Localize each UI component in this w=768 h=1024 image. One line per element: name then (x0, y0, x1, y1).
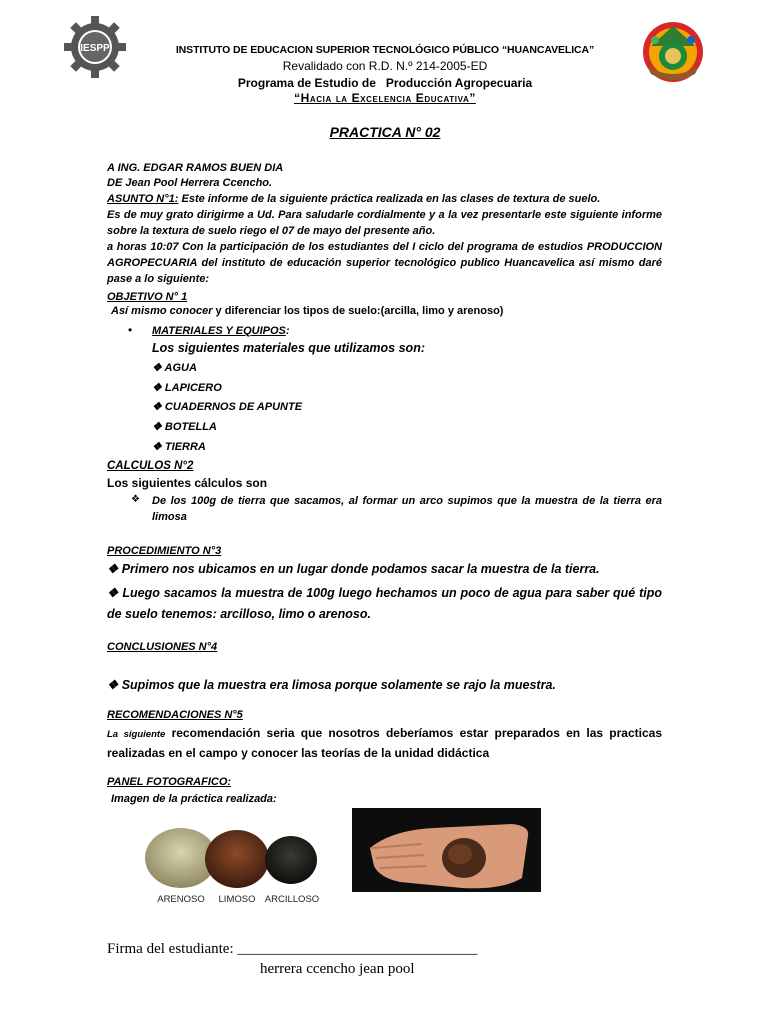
list-item (152, 361, 302, 381)
material-item: LAPICERO (164, 381, 222, 394)
objective-rest: y diferenciar los tipos de suelo:(arcilla, limo y arenoso) (212, 305, 504, 317)
materials-bullet: • (128, 323, 133, 337)
diamond-bullet-icon: ❖ (152, 421, 165, 434)
subject-text: Este informe de la siguiente práctica realizada en las clases de textura de suelo. (178, 193, 601, 205)
hand-soil-photo (352, 808, 541, 892)
objective-text (111, 305, 503, 317)
materials-list (152, 361, 302, 459)
gear-icon (63, 15, 127, 79)
motto: “Hacia la Excelencia Educativa” (294, 91, 476, 105)
subject-label: ASUNTO N°1: (107, 193, 179, 205)
program-emblem (637, 16, 709, 88)
intro-paragraph-1: Es de muy grato dirigirme a Ud. Para saludarle cordialmente y a la vez presentarle este siguiente informe sobre la textura de suelo riego el 07 de mayo del presente año. (107, 209, 662, 237)
diamond-bullet-icon: ❖ (152, 440, 165, 453)
program-name: Programa de Estudio de Producción Agropecuaria (237, 76, 533, 90)
diamond-bullet-icon: ❖ (131, 494, 140, 505)
soil-samples-photo (145, 822, 325, 908)
soil-label: ARENOSO (157, 894, 205, 905)
diamond-bullet-icon: ❖ (107, 586, 123, 600)
materials-intro: Los siguientes materiales que utilizamos son: (152, 341, 425, 355)
intro-paragraph-2: a horas 10:07 Con la participación de los estudiantes del I ciclo del programa de estudios PRODUCCION AGROPECUARIA del instituto de educación superior tecnológico publico Huancavelica así mismo daré pase a lo siguiente: (107, 241, 662, 285)
list-item (152, 420, 302, 440)
material-item: CUADERNOS DE APUNTE (164, 401, 303, 414)
diamond-bullet-icon: ❖ (152, 401, 165, 414)
materials-heading-label: MATERIALES Y EQUIPOS (152, 325, 286, 337)
conclusion-item (107, 677, 556, 692)
material-item: BOTELLA (164, 421, 217, 434)
calculations-item: De los 100g de tierra que sacamos, al formar un arco supimos que la muestra de la tierra era limosa (152, 495, 662, 523)
conclusion-text: Supimos que la muestra era limosa porque solamente se rajo la muestra. (121, 678, 556, 692)
calculations-intro: Los siguientes cálculos son (107, 476, 268, 490)
objective-heading: OBJETIVO N° 1 (107, 291, 188, 303)
student-name: herrera ccencho jean pool (260, 961, 415, 977)
clay-sample (265, 836, 317, 884)
procedure-step (107, 561, 600, 576)
calculations-heading: CALCULOS N°2 (107, 460, 194, 472)
silt-sample (205, 830, 269, 888)
signature-label: Firma del estudiante: (107, 941, 238, 957)
materials-heading (152, 323, 290, 339)
subject (107, 191, 667, 207)
photos-caption: Imagen de la práctica realizada: (111, 793, 277, 805)
signature-line (107, 941, 477, 958)
institute-logo (63, 15, 127, 79)
procedure-step-text: Primero nos ubicamos en un lugar donde podamos sacar la muestra de la tierra. (121, 562, 600, 576)
institution-name: INSTITUTO DE EDUCACION SUPERIOR TECNOLÓGICO PÚBLICO “HUANCAVELICA” (175, 44, 595, 56)
recommendations-lead: La siguiente (107, 729, 166, 740)
recommendations-heading: RECOMENDACIONES N°5 (107, 709, 243, 721)
revalidation: Revalidado con R.D. N.º 214-2005-ED (282, 59, 488, 73)
diamond-bullet-icon: ❖ (152, 362, 165, 374)
materials-heading-suffix: : (285, 325, 290, 337)
list-item (152, 381, 302, 401)
soil-label: ARCILLOSO (264, 894, 320, 905)
page-title: PRACTICA N° 02 (329, 124, 441, 140)
material-item: AGUA (164, 362, 197, 374)
list-item (152, 400, 302, 420)
recommendations-text (107, 724, 662, 762)
sender: DE Jean Pool Herrera Ccencho. (107, 177, 273, 189)
soil-label: LIMOSO (218, 894, 256, 905)
procedure-step (107, 583, 662, 625)
procedure-heading: PROCEDIMIENTO N°3 (107, 545, 222, 557)
recommendations-body: recomendación seria que nosotros deberíamos estar preparados en las practicas realizadas en el campo y conocer las teorías de la unidad didáctica (107, 726, 662, 760)
recipient: A ING. EDGAR RAMOS BUEN DIA (107, 162, 284, 174)
diamond-bullet-icon: ❖ (107, 678, 122, 692)
photos-heading: PANEL FOTOGRAFICO: (107, 776, 232, 788)
list-item (152, 440, 302, 460)
objective-italic: Así mismo conocer (111, 305, 213, 317)
conclusions-heading: CONCLUSIONES N°4 (107, 641, 218, 653)
emblem-icon (637, 16, 709, 88)
signature-underline: ________________________________ (237, 941, 478, 957)
procedure-step-text: Luego sacamos la muestra de 100g luego hechamos un poco de agua para saber qué tipo de suelo tenemos: arcilloso, limo o arenoso. (107, 586, 662, 621)
material-item: TIERRA (164, 440, 206, 453)
diamond-bullet-icon: ❖ (107, 562, 122, 576)
logo-text: IESPP (80, 43, 110, 54)
diamond-bullet-icon: ❖ (152, 381, 165, 394)
